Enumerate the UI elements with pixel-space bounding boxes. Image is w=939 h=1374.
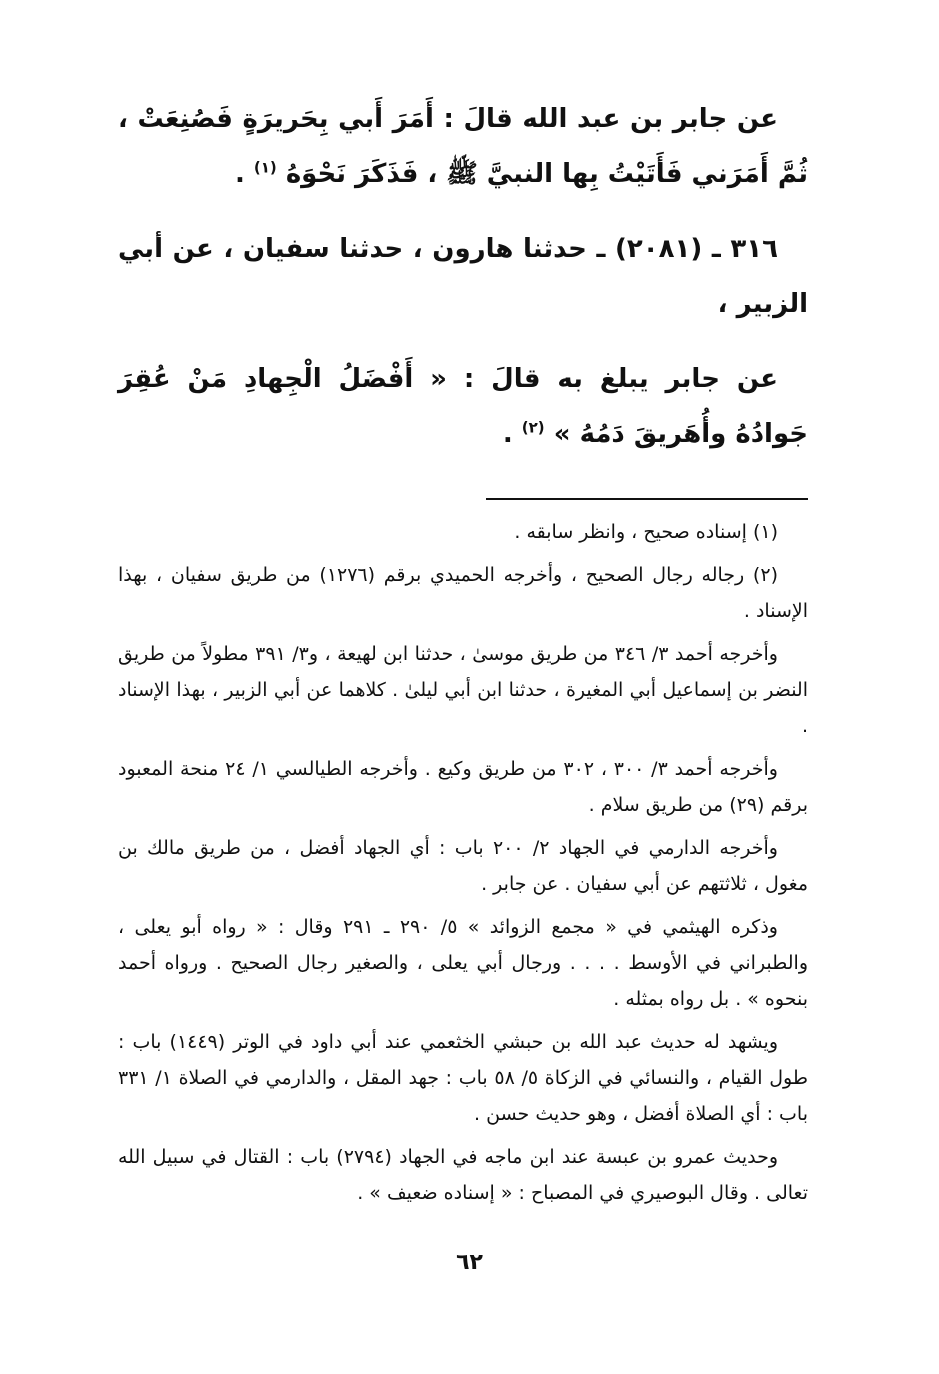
- footnote-1: (١) إسناده صحيح ، وانظر سابقه .: [514, 521, 778, 543]
- footnote-ref-1: (١): [253, 158, 277, 177]
- page-number: ٦٢: [456, 1250, 483, 1275]
- paragraph-end-1: .: [234, 159, 254, 189]
- footnotes: [118, 514, 808, 1211]
- footnote-paragraph: وذكره الهيثمي في « مجمع الزوائد » ٥/ ٢٩٠ ـ ٢٩١ وقال : « رواه أبو يعلى ، والطبراني في الأوسط . . . . ورجال أبي يعلى ، والصغير رجال الصحيح . ورواه أحمد بنحوه » . بل رواه بمثله .: [118, 916, 808, 1010]
- footnote-paragraph: وحديث عمرو بن عبسة عند ابن ماجه في الجهاد (٢٧٩٤) باب : القتال في سبيل الله تعالى . وقال البوصيري في المصباح : « إسناده ضعيف » .: [118, 1146, 808, 1204]
- footnote-paragraph: وأخرجه الدارمي في الجهاد ٢/ ٢٠٠ باب : أي الجهاد أفضل ، من طريق مالك بن مغول ، ثلاثتهم عن أبي سفيان . عن جابر .: [118, 837, 808, 895]
- footnote-2: (٢) رجاله رجال الصحيح ، وأخرجه الحميدي برقم (١٢٧٦) من طريق سفيان ، بهذا الإسناد .: [118, 564, 808, 622]
- footnote-separator: [486, 498, 808, 500]
- paragraph-end-2: .: [502, 419, 522, 449]
- hadith-paragraph-1: [118, 92, 808, 202]
- hadith-text-2: عن جابر يبلغ به قالَ : « أَفْضَلُ الْجِهادِ مَنْ عُقِرَ جَوادُهُ وأُهَريقَ دَمُهُ »: [118, 364, 808, 449]
- hadith-chain-316: ٣١٦ ـ (٢٠٨١) ـ حدثنا هارون ، حدثنا سفيان ، عن أبي الزبير ،: [118, 234, 808, 319]
- page-body: [118, 92, 808, 1218]
- main-text: [118, 92, 808, 462]
- footnote-ref-2: (٢): [521, 418, 545, 437]
- hadith-text-1: عن جابر بن عبد الله قالَ : أَمَرَ أَبي بِحَريرَةٍ فَصُنِعَتْ ، ثُمَّ أَمَرَني فَأَتَيْتُ بِها النبيَّ ﷺ ، فَذَكَرَ نَحْوَهُ: [118, 104, 808, 189]
- footnote-paragraph: وأخرجه أحمد ٣/ ٣٠٠ ، ٣٠٢ من طريق وكيع . وأخرجه الطيالسي ١/ ٢٤ منحة المعبود برقم (٢٩) من طريق سلام .: [118, 758, 808, 816]
- footnote-paragraph: ويشهد له حديث عبد الله بن حبشي الخثعمي عند أبي داود في الوتر (١٤٤٩) باب : طول القيام ، والنسائي في الزكاة ٥/ ٥٨ باب : جهد المقل ، والدارمي في الصلاة ١/ ٣٣١ باب : أي الصلاة أفضل ، وهو حديث حسن .: [118, 1031, 808, 1125]
- hadith-paragraph-2: [118, 352, 808, 462]
- footnote-paragraph: وأخرجه أحمد ٣/ ٣٤٦ من طريق موسىٰ ، حدثنا ابن لهيعة ، و٣/ ٣٩١ مطولاً من طريق النضر بن إسماعيل أبي المغيرة ، حدثنا ابن أبي ليلىٰ . كلاهما عن أبي الزبير ، بهذا الإسناد .: [118, 643, 808, 737]
